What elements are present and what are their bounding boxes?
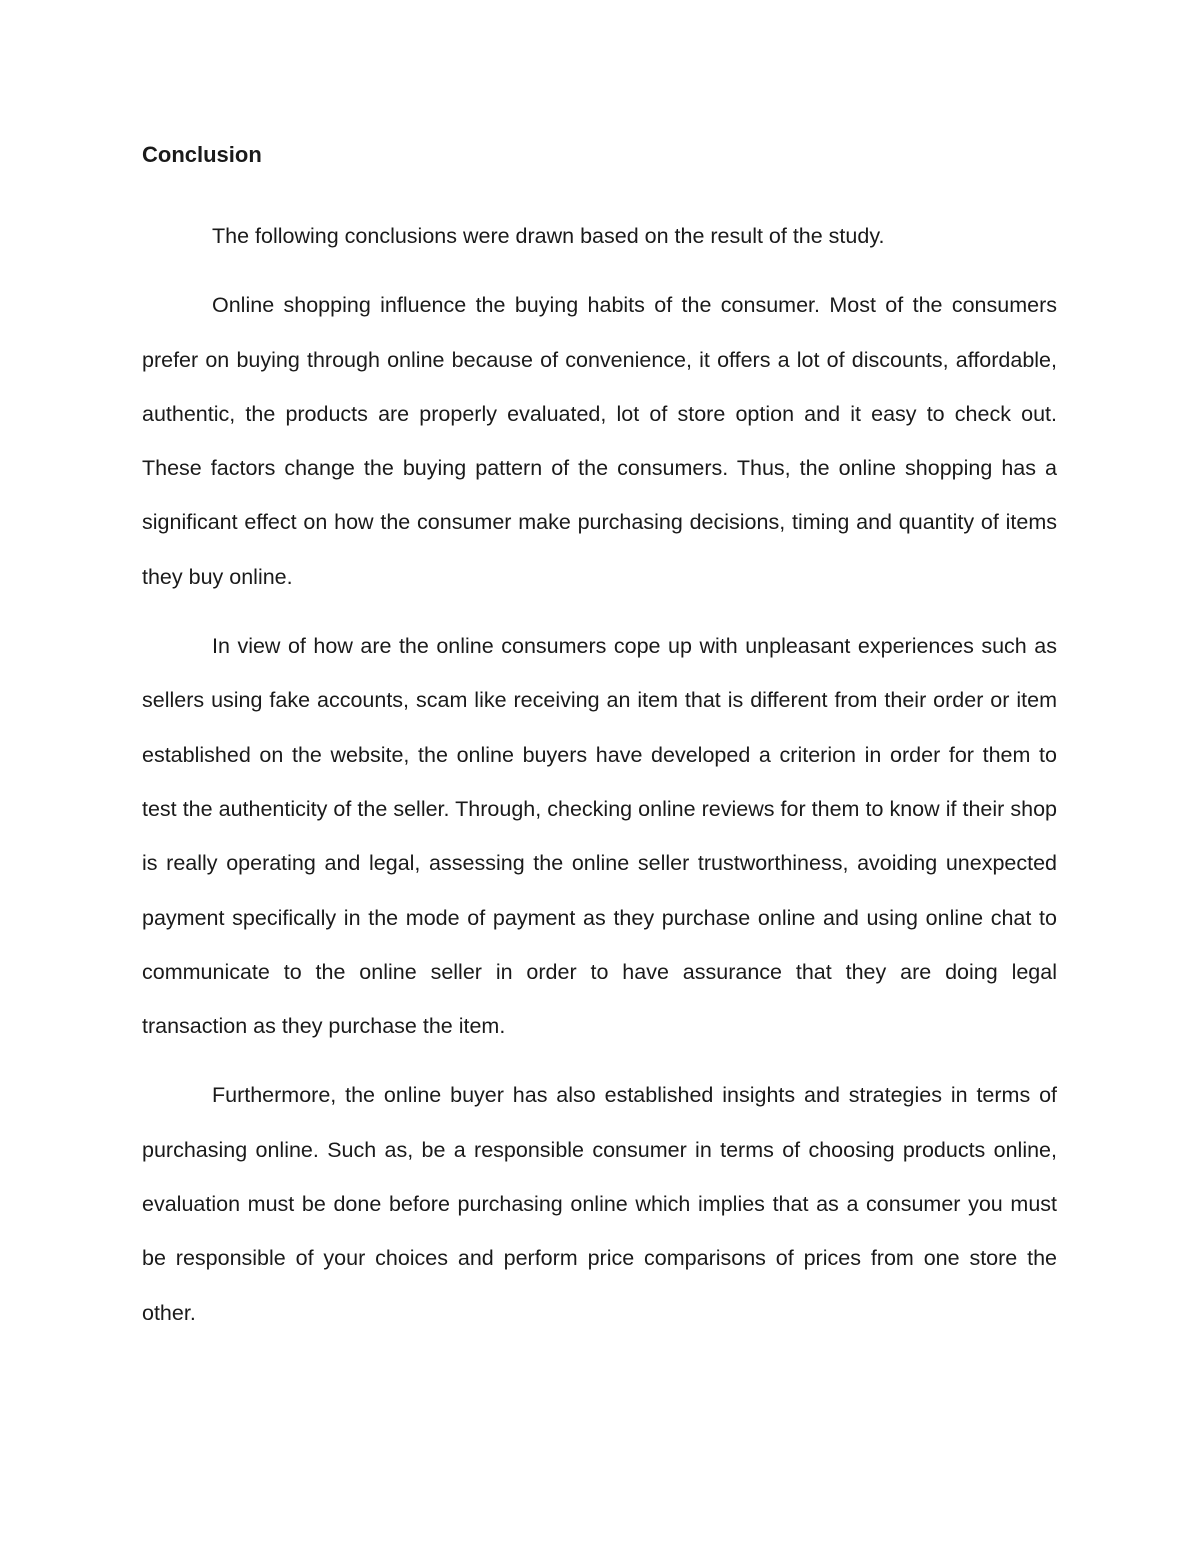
document-body [142,138,1057,1355]
paragraph-buying-habits: Online shopping influence the buying habits of the consumer. Most of the consumers prefer on buying through online because of convenience, it offers a lot of discounts, affordable, authentic, the products are properly evaluated, lot of store option and it easy to check out. These factors change the buying pattern of the consumers. Thus, the online shopping has a significant effect on how the consumer make purchasing decisions, timing and quantity of items they buy online. [142,293,1057,589]
paragraph-intro: The following conclusions were drawn based on the result of the study. [212,224,885,248]
paragraph-coping-strategies: In view of how are the online consumers cope up with unpleasant experiences such as sellers using fake accounts, scam like receiving an item that is different from their order or item established on the website, the online buyers have developed a criterion in order for them to test the authenticity of the seller. Through, checking online reviews for them to know if their shop is really operating and legal, assessing the online seller trustworthiness, avoiding unexpected payment specifically in the mode of payment as they purchase online and using online chat to communicate to the online seller in order to have assurance that they are doing legal transaction as they purchase the item. [142,634,1057,1039]
paragraph-insights: Furthermore, the online buyer has also established insights and strategies in terms of purchasing online. Such as, be a responsible consumer in terms of choosing products online, evaluation must be done before purchasing online which implies that as a consumer you must be responsible of your choices and perform price comparisons of prices from one store the other. [142,1083,1057,1325]
section-heading: Conclusion [142,142,262,167]
